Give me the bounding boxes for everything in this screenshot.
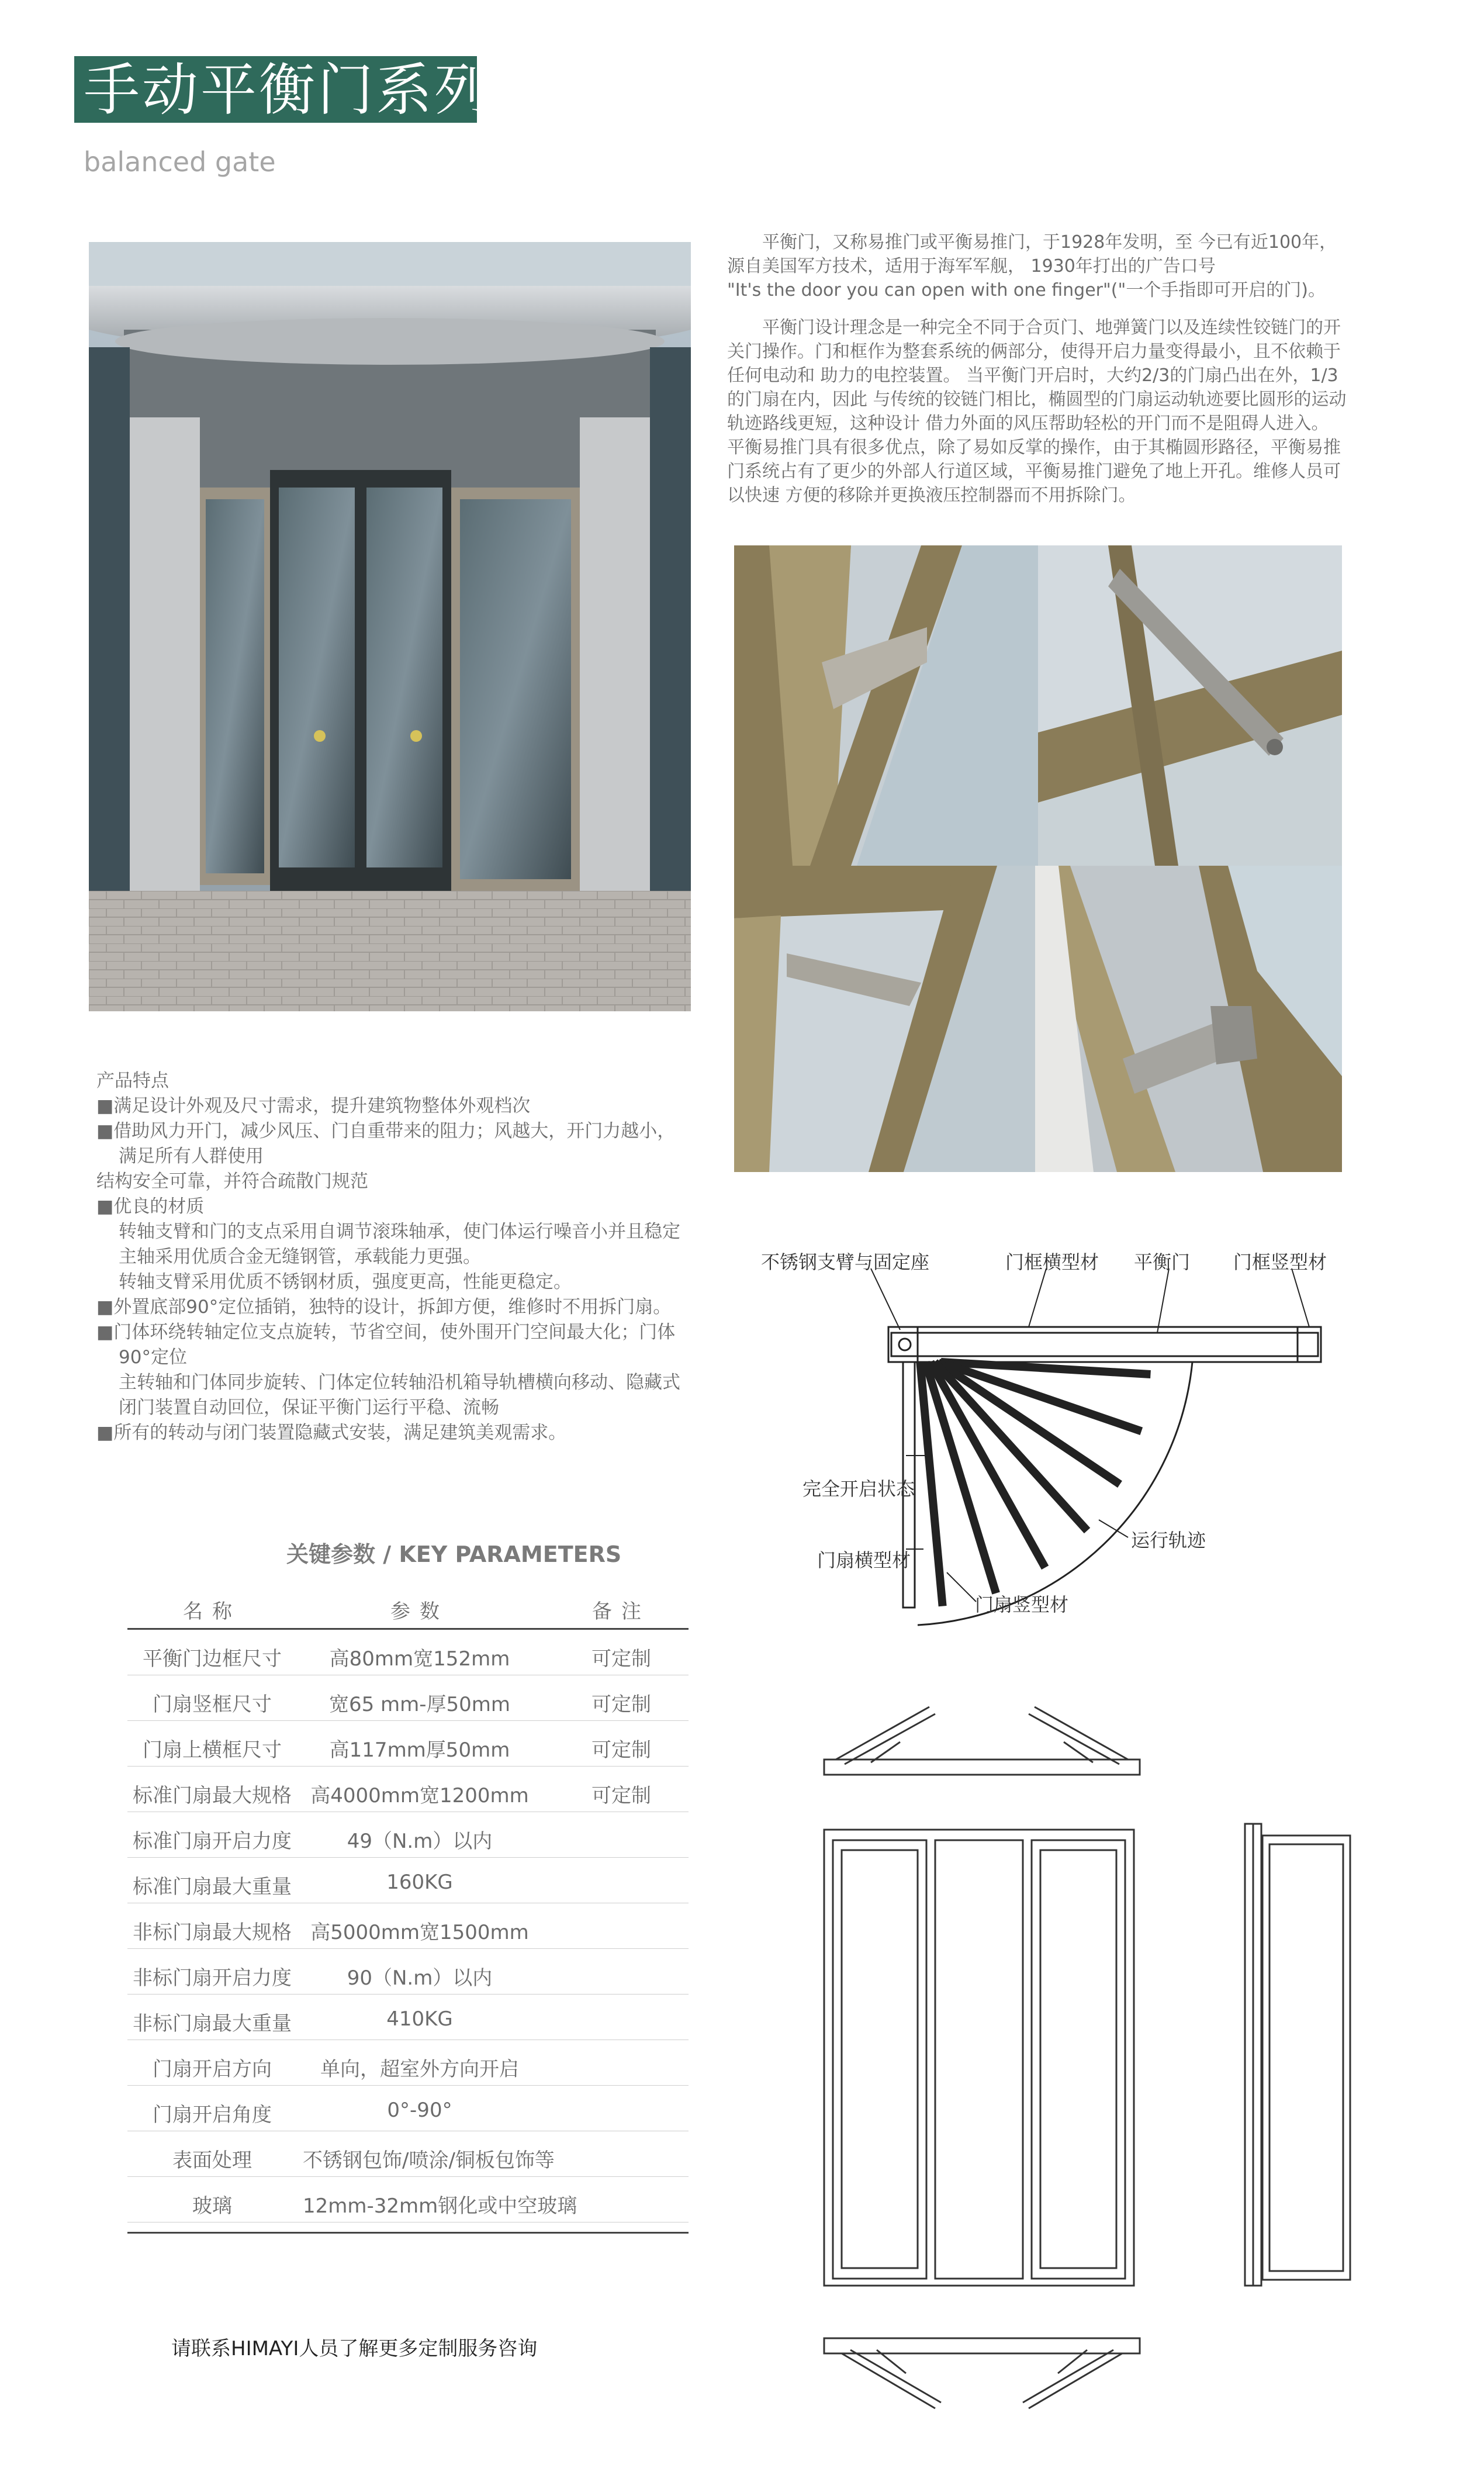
door-leaf-fan <box>903 1362 1151 1608</box>
feature-line: 主转轴和门体同步旋转、门体定位转轴沿机箱导轨槽横向移动、隐藏式 <box>119 1372 680 1393</box>
table-body <box>127 1630 689 2222</box>
intro-paragraph-2 <box>727 316 1358 507</box>
table-row <box>127 1995 689 2040</box>
page-title: 手动平衡门系列 <box>84 57 493 123</box>
table-row <box>127 1858 689 1903</box>
table-row <box>127 1630 689 1675</box>
table-row <box>127 1903 689 1949</box>
table-row <box>127 2131 689 2177</box>
intro-line: 任何电动和 助力的电控装置。 当平衡门开启时，大约2/3的门扇凸出在外，1/3 <box>727 365 1338 386</box>
label-leaf-rail: 门扇横型材 <box>817 1549 911 1571</box>
table-row <box>127 1949 689 1995</box>
parameters-title: 关键参数 / KEY PARAMETERS <box>286 1541 622 1567</box>
intro-line: 关门操作。门和框作为整套系统的俩部分，使得开启力量变得最小，且不依赖于 <box>727 341 1341 362</box>
param-name-cell: 平衡门边框尺寸 <box>143 1647 282 1671</box>
label-full-open: 完全开启状态 <box>802 1478 915 1500</box>
param-name-cell: 非标门扇开启力度 <box>133 1966 292 1990</box>
feature-line: ■外置底部90°定位插销，独特的设计，拆卸方便，维修时不用拆门扇。 <box>96 1297 672 1318</box>
table-row <box>127 1721 689 1767</box>
label-leaf-stile: 门扇竖型材 <box>975 1594 1069 1616</box>
contact-note: 请联系HIMAYI人员了解更多定制服务咨询 <box>171 2337 538 2360</box>
table-header-row <box>127 1587 689 1630</box>
feature-line: ■借助风力开门，减少风压、门自重带来的阻力；风越大，开门力越小， <box>96 1121 676 1142</box>
param-value-cell: 高80mm宽152mm <box>329 1647 510 1671</box>
front-elevation <box>818 1824 1140 2291</box>
opening-diagram <box>783 1245 1356 1631</box>
features-heading: 产品特点 <box>96 1070 169 1091</box>
intro-line: "It's the door you can open with one finger"("一个手指即可开启的门)。 <box>727 280 1326 300</box>
param-name-cell: 门扇竖框尺寸 <box>153 1693 272 1716</box>
param-value-cell: 410KG <box>386 2007 453 2031</box>
intro-line: 的门扇在内，因此 与传统的铰链门相比，椭圆型的门扇运动轨迹要比圆形的运动 <box>727 389 1347 410</box>
param-name-cell: 非标门扇最大规格 <box>133 1921 292 1944</box>
param-note-cell: 可定制 <box>591 1738 651 1762</box>
intro-line: 门系统占有了更少的外部人行道区域，平衡易推门避免了地上开孔。维修人员可 <box>727 461 1341 482</box>
param-value-cell: 90（N.m）以内 <box>347 1966 493 1990</box>
label-door: 平衡门 <box>1134 1251 1191 1273</box>
param-value-cell: 49（N.m）以内 <box>347 1830 493 1853</box>
intro-line: 轨迹路线更短，这种设计 借力外面的风压帮助轻松的开门而不是阻碍人进入。 <box>727 413 1329 434</box>
detail-illustration <box>1038 545 1342 866</box>
table-row <box>127 1675 689 1721</box>
detail-photo-bottom-corner <box>734 866 1035 1172</box>
feature-line: 结构安全可靠，并符合疏散门规范 <box>96 1171 368 1192</box>
feature-line: ■满足设计外观及尺寸需求，提升建筑物整体外观档次 <box>96 1095 531 1117</box>
detail-illustration <box>1035 866 1342 1172</box>
page-subtitle: balanced gate <box>84 146 276 178</box>
param-value-cell: 160KG <box>386 1871 453 1894</box>
label-pivot: 不锈钢支臂与固定座 <box>761 1251 930 1273</box>
label-frame-rail: 门框横型材 <box>1005 1251 1099 1273</box>
param-value-cell: 高117mm厚50mm <box>329 1738 510 1762</box>
param-name-cell: 标准门扇最大规格 <box>133 1784 292 1807</box>
param-value-cell: 高4000mm宽1200mm <box>310 1784 529 1807</box>
side-elevation <box>1233 1818 1362 2291</box>
param-value-cell: 单向，超室外方向开启 <box>320 2058 519 2081</box>
detail-illustration <box>734 866 1035 1172</box>
feature-line: 90°定位 <box>119 1347 187 1368</box>
table-row <box>127 2086 689 2131</box>
feature-line: 满足所有人群使用 <box>119 1146 264 1167</box>
param-value-cell: 12mm-32mm钢化或中空玻璃 <box>303 2194 577 2218</box>
detail-photo-frame-corner <box>734 545 1038 866</box>
feature-line: 转轴支臂采用优质不锈钢材质，强度更高，性能更稳定。 <box>119 1271 572 1292</box>
label-frame-stile: 门框竖型材 <box>1233 1251 1327 1273</box>
label-track: 运行轨迹 <box>1131 1529 1206 1551</box>
column-header-name: 名称 <box>183 1600 241 1623</box>
feature-line: ■所有的转动与闭门装置隐藏式安装，满足建筑美观需求。 <box>96 1422 567 1443</box>
product-features <box>96 1069 693 1446</box>
param-name-cell: 非标门扇最大重量 <box>133 2012 292 2035</box>
entrance-photo <box>89 242 691 1011</box>
intro-line: 平衡门，又称易推门或平衡易推门，于1928年发明，至 今已有近100年， <box>762 232 1337 253</box>
feature-line: 闭门装置自动回位，保证平衡门运行平稳、流畅 <box>119 1397 499 1418</box>
entrance-photo-illustration <box>89 242 691 1011</box>
feature-line: ■优良的材质 <box>96 1196 205 1217</box>
param-name-cell: 表面处理 <box>172 2149 252 2172</box>
table-row <box>127 1767 689 1812</box>
param-note-cell: 可定制 <box>591 1693 651 1716</box>
intro-line: 平衡门设计理念是一种完全不同于合页门、地弹簧门以及连续性铰链门的开 <box>762 317 1341 338</box>
parameters-table <box>127 1587 689 2222</box>
feature-line: 转轴支臂和门的支点采用自调节滚珠轴承，使门体运行噪音小并且稳定 <box>119 1221 680 1242</box>
table-row <box>127 2040 689 2086</box>
param-value-cell: 不锈钢包饰/喷涂/铜板包饰等 <box>303 2149 555 2172</box>
detail-photo-top-arm <box>1038 545 1342 866</box>
column-header-note: 备注 <box>592 1600 651 1623</box>
param-name-cell: 玻璃 <box>192 2194 232 2218</box>
column-header-value: 参数 <box>390 1600 449 1623</box>
param-note-cell: 可定制 <box>591 1647 651 1671</box>
param-name-cell: 标准门扇最大重量 <box>133 1875 292 1899</box>
param-name-cell: 门扇开启角度 <box>153 2103 272 2127</box>
plan-view-top <box>818 1695 1146 1800</box>
intro-line: 以快速 方便的移除并更换液压控制器而不用拆除门。 <box>727 485 1136 506</box>
param-name-cell: 标准门扇开启力度 <box>133 1830 292 1853</box>
detail-illustration <box>734 545 1038 866</box>
intro-line: 平衡易推门具有很多优点，除了易如反掌的操作，由于其椭圆形路径，平衡易推 <box>727 437 1341 458</box>
param-value-cell: 高5000mm宽1500mm <box>310 1921 529 1944</box>
param-note-cell: 可定制 <box>591 1784 651 1807</box>
param-name-cell: 门扇开启方向 <box>153 2058 272 2081</box>
feature-line: ■门体环绕转轴定位支点旋转，节省空间，使外围开门空间最大化；门体 <box>96 1322 676 1343</box>
feature-line: 主轴采用优质合金无缝钢管，承载能力更强。 <box>119 1246 481 1267</box>
param-value-cell: 宽65 mm-厚50mm <box>328 1693 511 1716</box>
table-row <box>127 1812 689 1858</box>
detail-photo-pivot-arm <box>1035 866 1342 1172</box>
intro-line: 源自美国军方技术，适用于海军军舰， 1930年打出的广告口号 <box>727 256 1216 276</box>
table-row <box>127 2177 689 2222</box>
table-bottom-rule <box>127 2232 689 2234</box>
param-name-cell: 门扇上横框尺寸 <box>143 1738 282 1762</box>
plan-view-bottom <box>818 2315 1146 2426</box>
intro-paragraph-1 <box>727 230 1358 302</box>
param-value-cell: 0°-90° <box>387 2099 452 2122</box>
